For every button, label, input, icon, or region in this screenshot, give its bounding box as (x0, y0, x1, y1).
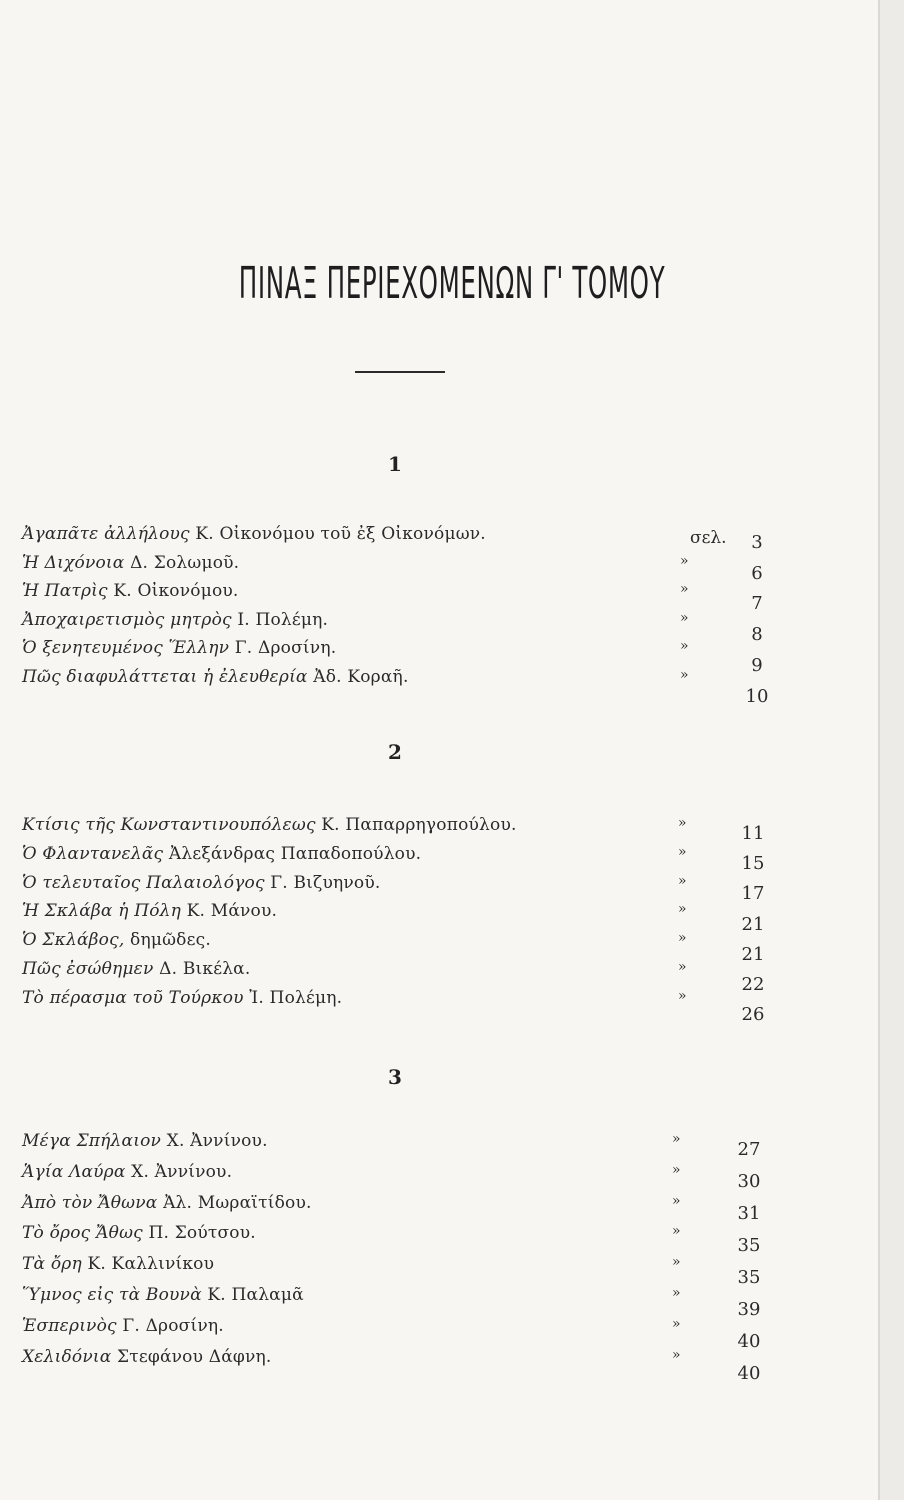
page-number: 26 (741, 1004, 765, 1026)
toc-entry (0, 1192, 880, 1224)
author: Ἀλ. Μωραϊτίδου. (157, 1192, 312, 1213)
work-title: Ὁ Σκλάβος, (22, 930, 125, 951)
ditto-mark: » (672, 1254, 681, 1271)
entry-text (22, 1347, 272, 1367)
toc-entry (0, 1131, 880, 1159)
page-number: 6 (751, 562, 763, 584)
author: Γ. Δροσίνη. (229, 638, 337, 658)
entry-text (22, 1254, 214, 1274)
toc-entry (0, 987, 880, 1026)
page-number: 40 (737, 1362, 761, 1384)
ditto-mark: » (672, 1131, 681, 1147)
toc-entry (0, 815, 880, 843)
toc-entry (0, 638, 880, 676)
author: Ἀδ. Κοραῆ. (307, 666, 409, 687)
ditto-mark: » (678, 987, 687, 1004)
author: Κ. Μάνου. (181, 901, 278, 922)
page-number: 35 (737, 1234, 761, 1256)
entry-text (22, 610, 328, 630)
page-number: 17 (741, 883, 765, 905)
page-title: ΠΙΝΑΞ ΠΕΡΙΕΧΟΜΕΝΩΝ Γ' ΤΟΜΟΥ (238, 258, 666, 309)
page-number: 27 (737, 1139, 761, 1160)
page-number: 30 (737, 1170, 761, 1192)
entry-text (22, 930, 211, 950)
author: Ἀλεξάνδρας Παπαδοπούλου. (163, 843, 422, 864)
author: Κ. Οἰκονόμου τοῦ ἐξ Οἰκονόμων. (189, 524, 486, 544)
toc-entry (0, 1315, 880, 1352)
work-title: Ἡ Διχόνοια (22, 552, 125, 573)
author: Ἰ. Πολέμη. (243, 987, 343, 1008)
entry-text (22, 959, 250, 979)
ditto-mark: » (678, 901, 687, 918)
work-title: Ἀγαπᾶτε ἀλλήλους (22, 524, 190, 544)
author: Γ. Δροσίνη. (116, 1315, 224, 1336)
author: Κ. Οἰκονόμου. (107, 581, 239, 601)
work-title: Ὁ τελευταῖος Παλαιολόγος (22, 872, 265, 893)
page-number: 21 (741, 913, 765, 935)
ditto-mark: » (680, 666, 689, 683)
author: Κ. Παπαρρηγοπούλου. (315, 815, 517, 835)
page-number: 7 (751, 593, 763, 615)
entry-text (22, 1162, 232, 1182)
toc-entry (0, 959, 880, 995)
author: Χ. Ἀννίνου. (161, 1131, 268, 1151)
page-number: 3 (751, 532, 763, 553)
entry-text (22, 901, 277, 921)
page-number: 31 (737, 1202, 761, 1224)
toc-entry (0, 524, 880, 552)
ditto-mark: » (678, 843, 687, 860)
page-number: 35 (737, 1266, 761, 1288)
ditto-mark: » (680, 552, 689, 569)
work-title: Ὁ Φλαντανελᾶς (22, 843, 164, 864)
toc-entry (0, 1346, 880, 1384)
work-title: Ἡ Σκλάβα ἡ Πόλη (22, 901, 182, 922)
toc-entry (0, 1254, 880, 1288)
page-number: 39 (737, 1299, 761, 1320)
toc-entry (0, 581, 880, 615)
work-title: Ἀποχαιρετισμὸς μητρὸς (22, 609, 232, 630)
author: δημῶδες. (124, 930, 211, 951)
work-title: Μέγα Σπήλαιον (22, 1131, 162, 1151)
author: Γ. Βιζυηνοῦ. (264, 872, 381, 893)
author: Στεφάνου Δάφνη. (111, 1346, 272, 1367)
entry-text (22, 553, 239, 573)
title-rule (355, 371, 445, 373)
entry-text (22, 1316, 224, 1336)
ditto-mark: » (678, 815, 687, 831)
section-number: 3 (388, 1065, 402, 1089)
toc-entry (0, 843, 880, 875)
work-title: Ὁ ξενητευμένος Ἕλλην (22, 638, 230, 658)
toc-entry (0, 1223, 880, 1256)
entry-text (22, 1285, 304, 1305)
work-title: Πῶς διαφυλάττεται ἡ ἐλευθερία (22, 666, 308, 687)
work-title: Κτίσις τῆς Κωνσταντινουπόλεως (22, 815, 316, 835)
page-number: 15 (741, 853, 765, 875)
page-number: 10 (745, 685, 769, 707)
author: Κ. Καλλινίκου (81, 1254, 215, 1275)
entry-text (22, 815, 517, 835)
entry-text (22, 873, 380, 893)
toc-entry (0, 666, 880, 707)
author: Δ. Βικέλα. (153, 959, 251, 979)
ditto-mark: » (672, 1315, 681, 1332)
ditto-mark: » (672, 1285, 681, 1301)
entry-text (22, 667, 409, 687)
ditto-mark: » (672, 1161, 681, 1178)
toc-entry (0, 930, 880, 965)
toc-entry (0, 609, 880, 646)
page-number: 21 (741, 943, 765, 965)
author: Κ. Παλαμᾶ (201, 1285, 304, 1305)
page-number: 11 (741, 823, 765, 844)
ditto-mark: » (678, 872, 687, 889)
work-title: Τὸ ὄρος Ἄθως (22, 1223, 143, 1244)
work-title: Πῶς ἐσώθημεν (22, 959, 154, 979)
entry-text (22, 988, 342, 1008)
ditto-mark: » (672, 1346, 681, 1363)
ditto-mark: » (678, 930, 687, 947)
ditto-mark: » (678, 959, 687, 975)
page-edge (880, 0, 904, 1500)
author: Ι. Πολέμη. (231, 609, 329, 630)
ditto-mark: » (672, 1192, 681, 1209)
entry-text (22, 524, 486, 544)
work-title: Ἡ Πατρὶς (22, 581, 108, 601)
author: Χ. Ἀννίνου. (125, 1161, 233, 1182)
ditto-mark: » (680, 609, 689, 626)
toc-entry (0, 901, 880, 935)
author: Π. Σούτσου. (142, 1223, 256, 1244)
work-title: Τὰ ὄρη (22, 1254, 82, 1275)
work-title: Ἑσπερινὸς (22, 1315, 117, 1336)
entry-text (22, 1223, 256, 1243)
section-number: 2 (388, 740, 402, 764)
entry-text (22, 638, 336, 658)
page-column-label: σελ. (690, 528, 727, 548)
ditto-mark: » (680, 638, 689, 654)
work-title: Ἁγία Λαύρα (22, 1161, 126, 1182)
ditto-mark: » (672, 1223, 681, 1240)
page-number: 8 (751, 624, 763, 646)
entry-text (22, 1193, 312, 1213)
page-number: 22 (741, 974, 765, 995)
toc-entry (0, 1162, 880, 1190)
work-title: Ὕμνος εἰς τὰ Βουνὰ (22, 1285, 202, 1305)
page-number: 9 (751, 654, 763, 676)
entry-text (22, 844, 421, 864)
work-title: Ἀπὸ τὸν Ἄθωνα (22, 1192, 158, 1213)
toc-entry (0, 1285, 880, 1320)
ditto-mark: » (680, 581, 689, 597)
work-title: Τὸ πέρασμα τοῦ Τούρκου (22, 987, 244, 1008)
toc-entry (0, 872, 880, 905)
page-number: 40 (737, 1330, 761, 1352)
entry-text (22, 581, 239, 601)
work-title: Χελιδόνια (22, 1346, 112, 1367)
toc-entry (0, 552, 880, 584)
entry-text (22, 1131, 268, 1151)
section-number: 1 (388, 452, 402, 476)
author: Δ. Σολωμοῦ. (124, 552, 240, 573)
